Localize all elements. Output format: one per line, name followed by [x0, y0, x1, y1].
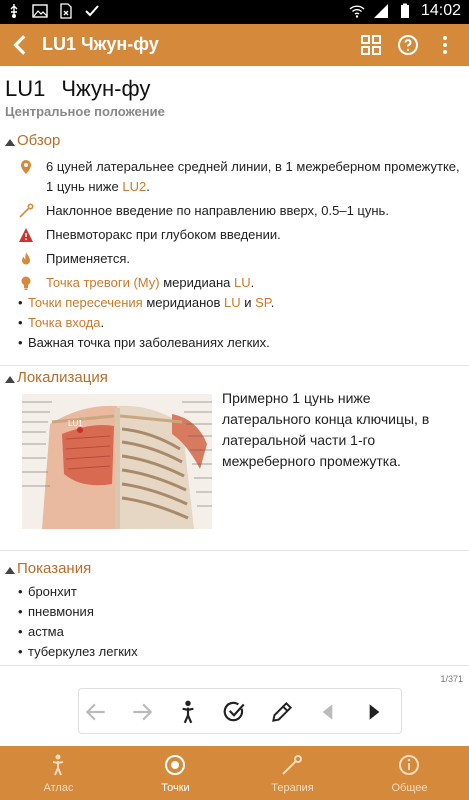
- nav-tab-general[interactable]: [351, 746, 468, 800]
- localization-heading: Локализация: [17, 369, 108, 386]
- bulb-icon: [18, 275, 34, 291]
- usb-icon: [6, 3, 22, 19]
- image-icon: [32, 3, 48, 19]
- link-intersection-points[interactable]: Точки пересечения: [28, 295, 143, 310]
- list-item: • астма: [18, 624, 64, 639]
- needle-icon: [280, 753, 304, 777]
- warning-icon: [18, 227, 34, 243]
- point-title: [5, 76, 150, 102]
- overview-location-row: 6 цуней латеральнее средней линии, в 1 межреберном промежутке, 1 цунь ниже LU2.: [0, 157, 469, 197]
- arrow-forward-icon[interactable]: [129, 699, 155, 725]
- nav-label: Атлас: [43, 782, 74, 794]
- pencil-icon[interactable]: [269, 699, 295, 725]
- indications-heading: Показания: [17, 560, 92, 577]
- check-circle-icon[interactable]: [221, 699, 247, 725]
- localization-text: Примерно 1 цунь ниже латерального конца ключицы, в латеральной части 1-го межреберного промежутка.: [222, 390, 430, 469]
- triangle-left-icon[interactable]: [315, 699, 341, 725]
- overview-alarm-row: Точка тревоги (Му) меридиана LU.: [0, 273, 469, 293]
- person-icon[interactable]: [175, 699, 201, 725]
- bottom-navigation: [0, 746, 469, 800]
- navigation-toolbar: [78, 688, 402, 734]
- collapse-triangle-icon: [5, 376, 15, 383]
- triangle-right-icon[interactable]: [361, 699, 387, 725]
- arrow-back-icon[interactable]: [83, 699, 109, 725]
- anatomy-image[interactable]: [22, 394, 212, 529]
- collapse-triangle-icon: [5, 567, 15, 574]
- indications-section: [0, 560, 469, 662]
- battery-icon: [397, 3, 413, 19]
- chest-anatomy-illustration: [22, 394, 212, 529]
- overview-bullet-intersection: • Точки пересечения меридианов LU и SP.: [18, 295, 275, 310]
- link-lu[interactable]: LU: [234, 275, 251, 290]
- section-divider: [0, 365, 469, 366]
- nav-tab-atlas[interactable]: [0, 746, 117, 800]
- signal-icon: [373, 3, 389, 19]
- info-icon: [397, 753, 421, 777]
- overview-moxibustion-row: Применяется.: [0, 249, 469, 269]
- link-entry-point[interactable]: Точка входа: [28, 315, 101, 330]
- grid-view-icon[interactable]: [359, 33, 383, 57]
- page-title: LU1 Чжун-фу: [42, 34, 159, 54]
- point-name: Чжун-фу: [61, 76, 151, 101]
- nav-tab-therapy[interactable]: [234, 746, 351, 800]
- link-sp-meridian[interactable]: SP: [255, 295, 271, 310]
- page-counter: 1/371: [440, 674, 463, 684]
- status-time: 14:02: [420, 2, 461, 19]
- overflow-menu-icon[interactable]: [433, 33, 457, 57]
- list-item: • туберкулез легких: [18, 644, 138, 659]
- overview-section: [0, 132, 469, 353]
- back-arrow-icon[interactable]: [8, 32, 34, 58]
- link-lu2[interactable]: LU2: [122, 179, 147, 194]
- overview-bullet-lungs: • Важная точка при заболеваниях легких.: [18, 335, 270, 350]
- target-icon: [163, 753, 187, 777]
- nav-tab-points[interactable]: [117, 746, 234, 800]
- nav-label: Терапия: [271, 782, 314, 794]
- indications-header[interactable]: [0, 560, 469, 582]
- nav-label: Точки: [161, 782, 190, 794]
- file-blocked-icon: [58, 3, 74, 19]
- link-lu-meridian[interactable]: LU: [224, 295, 241, 310]
- list-item: • пневмония: [18, 604, 94, 619]
- image-point-label: LU1: [68, 419, 83, 428]
- overview-warning-row: Пневмоторакс при глубоком введении.: [0, 225, 469, 245]
- point-content: [0, 66, 469, 686]
- help-icon[interactable]: [396, 33, 420, 57]
- flame-icon: [18, 251, 34, 267]
- overview-header[interactable]: [0, 132, 469, 154]
- checkmark-icon: [84, 3, 100, 19]
- overview-needling-row: Наклонное введение по направлению вверх, 0.5–1 цунь.: [0, 201, 469, 221]
- overview-bullet-entry: • Точка входа.: [18, 315, 105, 330]
- needle-icon: [18, 203, 34, 219]
- point-code: LU1: [5, 76, 46, 101]
- point-subtitle: Центральное положение: [5, 104, 165, 119]
- section-divider: [0, 550, 469, 551]
- app-bar: [0, 24, 469, 66]
- link-alarm-point[interactable]: Точка тревоги (Му): [46, 275, 160, 290]
- list-item: • бронхит: [18, 584, 77, 599]
- status-bar: [0, 0, 469, 24]
- toolbar-divider: [0, 665, 469, 666]
- overview-heading: Обзор: [17, 132, 61, 149]
- person-icon: [46, 753, 70, 777]
- location-pin-icon: [18, 159, 34, 175]
- wifi-icon: [349, 3, 365, 19]
- nav-label: Общее: [391, 782, 428, 794]
- collapse-triangle-icon: [5, 139, 15, 146]
